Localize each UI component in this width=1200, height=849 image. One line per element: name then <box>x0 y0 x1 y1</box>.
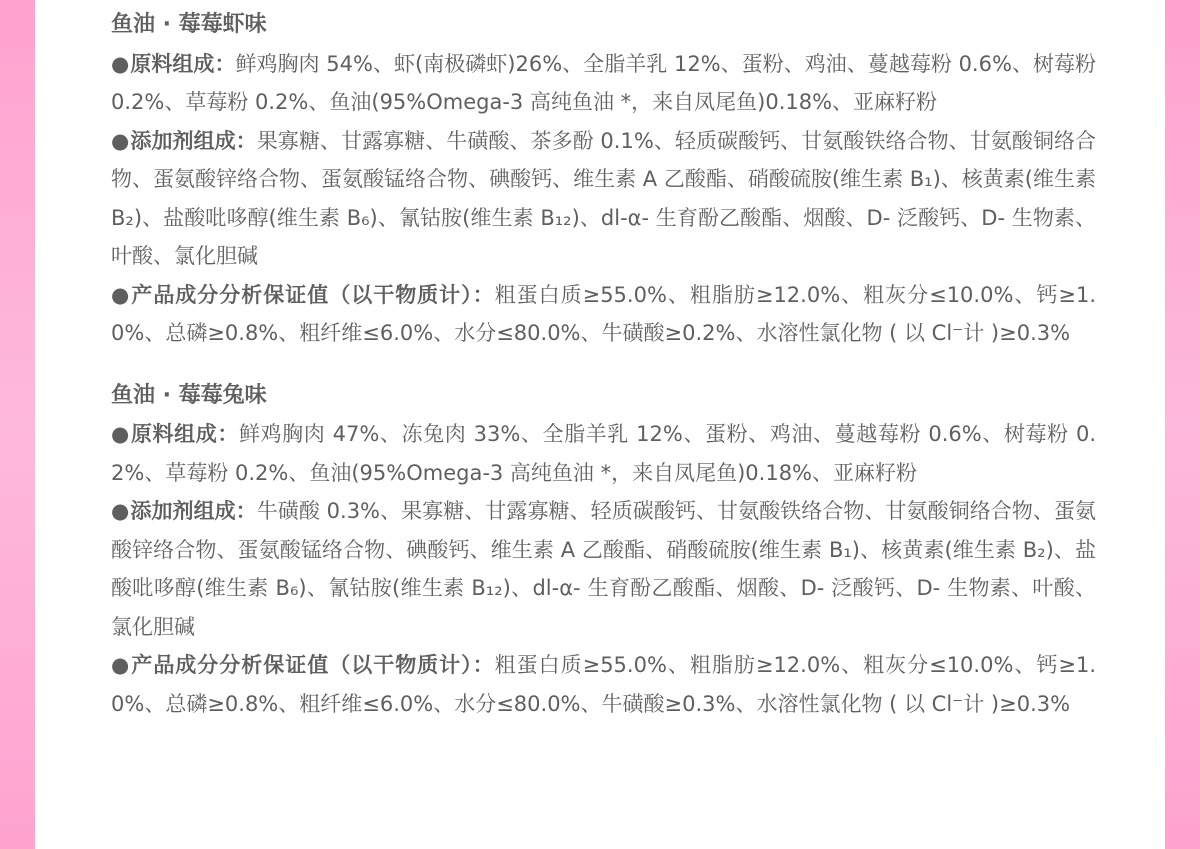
additives-label: 添加剂组成： <box>130 499 257 523</box>
ingredients-paragraph <box>111 415 1096 492</box>
analysis-label: 产品成分分析保证值（以干物质计）： <box>131 653 495 677</box>
section-title: 鱼油 · 莓莓虾味 <box>111 12 267 37</box>
bullet-icon: ● <box>111 282 131 307</box>
analysis-paragraph <box>111 646 1096 723</box>
section-shrimp-flavor <box>111 6 1096 353</box>
additives-text: 果寡糖、甘露寡糖、牛磺酸、茶多酚 0.1%、轻质碳酸钙、甘氨酸铁络合物、甘氨酸铜络合物、蛋氨酸锌络合物、蛋氨酸锰络合物、碘酸钙、维生素 A 乙酸酯、硝酸硫胺(维生素 B₁)、核黄素(维生素 B₂)、盐酸吡哆醇(维生素 B₆)、氰钴胺(维生素 B₁₂)、dl-α- 生育酚乙酸酯、烟酸、D- 泛酸钙、D- 生物素、叶酸、氯化胆碱 <box>111 128 1097 268</box>
bullet-icon: ● <box>111 51 130 76</box>
section-title: 鱼油 · 莓莓兔味 <box>111 382 267 408</box>
ingredients-label: 原料组成： <box>130 422 239 446</box>
bullet-icon: ● <box>111 499 130 523</box>
section-rabbit-flavor <box>111 377 1096 724</box>
bullet-icon: ● <box>111 422 130 446</box>
ingredients-text: 鲜鸡胸肉 47%、冻兔肉 33%、全脂羊乳 12%、蛋粉、鸡油、蔓越莓粉 0.6%、树莓粉 0.2%、草莓粉 0.2%、鱼油(95%Omega-3 高纯鱼油 *，来自凤尾鱼)0.18%、亚麻籽粉 <box>111 422 1097 485</box>
analysis-text: 粗蛋白质≥55.0%、粗脂肪≥12.0%、粗灰分≤10.0%、钙≥1.0%、总磷≥0.8%、粗纤维≤6.0%、水分≤80.0%、牛磺酸≥0.3%、水溶性氯化物 ( 以 Cl⁻计 )≥0.3% <box>111 653 1097 716</box>
ingredients-paragraph <box>111 45 1096 122</box>
bullet-icon: ● <box>111 128 130 153</box>
analysis-text: 粗蛋白质≥55.0%、粗脂肪≥12.0%、粗灰分≤10.0%、钙≥1.0%、总磷≥0.8%、粗纤维≤6.0%、水分≤80.0%、牛磺酸≥0.2%、水溶性氯化物 ( 以 Cl⁻计 )≥0.3% <box>111 282 1097 345</box>
additives-paragraph <box>111 122 1096 276</box>
bullet-icon: ● <box>111 653 131 677</box>
right-pink-border <box>1165 0 1200 849</box>
analysis-paragraph <box>111 276 1096 353</box>
additives-label: 添加剂组成： <box>130 128 257 153</box>
ingredient-document <box>111 6 1096 723</box>
additives-text: 牛磺酸 0.3%、果寡糖、甘露寡糖、轻质碳酸钙、甘氨酸铁络合物、甘氨酸铜络合物、蛋氨酸锌络合物、蛋氨酸锰络合物、碘酸钙、维生素 A 乙酸酯、硝酸硫胺(维生素 B₁)、核黄素(维生素 B₂)、盐酸吡哆醇(维生素 B₆)、氰钴胺(维生素 B₁₂)、dl-α- 生育酚乙酸酯、烟酸、D- 泛酸钙、D- 生物素、叶酸、氯化胆碱 <box>111 499 1097 639</box>
analysis-label: 产品成分分析保证值（以干物质计）： <box>131 282 495 307</box>
ingredients-label: 原料组成： <box>130 51 236 76</box>
left-pink-border <box>0 0 35 849</box>
ingredients-text: 鲜鸡胸肉 54%、虾(南极磷虾)26%、全脂羊乳 12%、蛋粉、鸡油、蔓越莓粉 0.6%、树莓粉 0.2%、草莓粉 0.2%、鱼油(95%Omega-3 高纯鱼油 *，来自凤尾鱼)0.18%、亚麻籽粉 <box>111 51 1097 114</box>
additives-paragraph <box>111 492 1096 646</box>
